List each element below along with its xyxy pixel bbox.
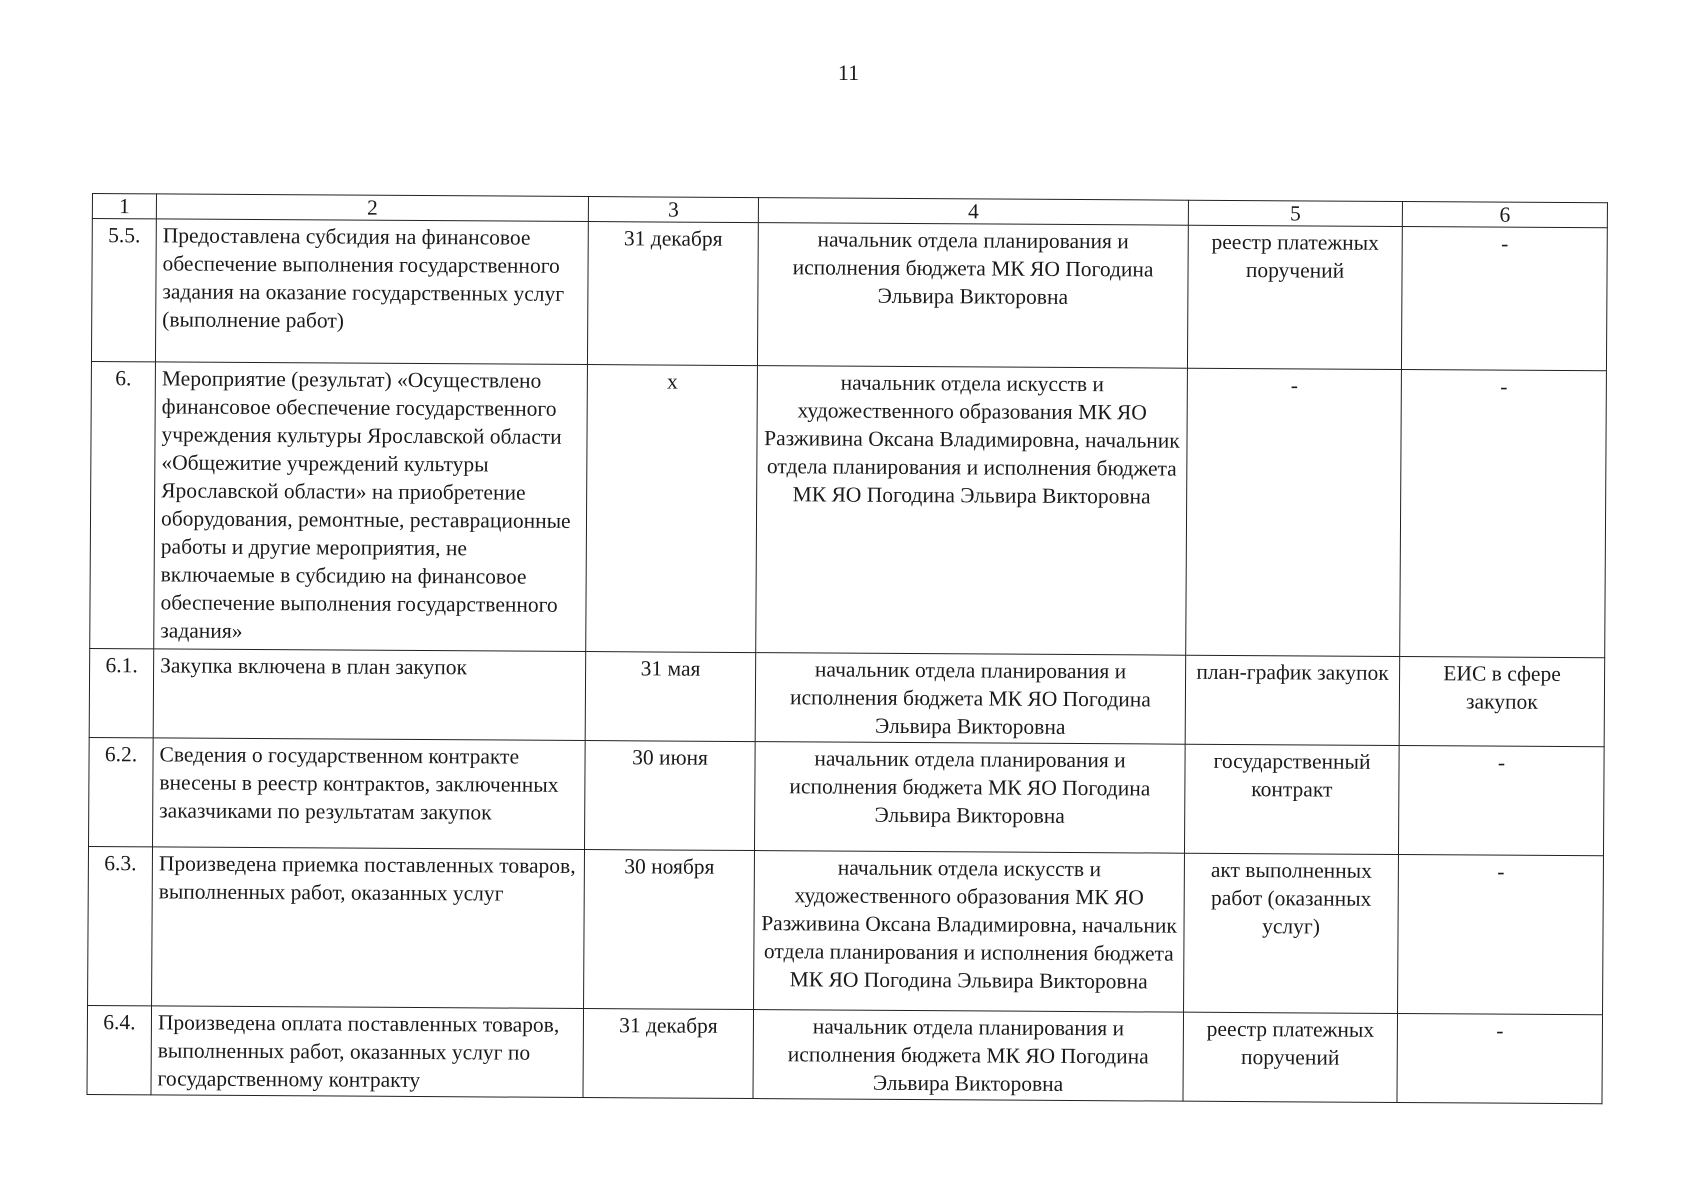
- column-header: 5: [1188, 200, 1402, 226]
- row-system: ЕИС в сфере закупок: [1399, 656, 1605, 746]
- column-header: 3: [588, 197, 758, 223]
- row-system: -: [1401, 227, 1607, 371]
- row-system: -: [1398, 745, 1604, 855]
- row-date: 31 мая: [585, 652, 756, 742]
- row-document: реестр платежных поручений: [1187, 225, 1402, 369]
- table-row: [89, 648, 1605, 746]
- row-description: Произведена оплата поставленных товаров, выполненных работ, оказанных услуг по государственному контракту: [151, 1006, 584, 1098]
- row-description: Произведена приемка поставленных товаров, выполненных работ, оказанных услуг: [152, 847, 585, 1009]
- row-responsible: начальник отдела искусств и художественного образования МК ЯО Разживина Оксана Владимировна, начальник отдела планирования и исполнения бюджета МК ЯО Погодина Эльвира Викторовна: [754, 851, 1185, 1013]
- row-number: 6.: [90, 361, 156, 648]
- row-responsible: начальник отдела планирования и исполнения бюджета МК ЯО Погодина Эльвира Викторовна: [757, 223, 1188, 369]
- table-row: [87, 1005, 1603, 1103]
- row-description: Закупка включена в план закупок: [153, 649, 586, 741]
- row-document: план-график закупок: [1185, 655, 1400, 745]
- column-header: 1: [92, 194, 156, 219]
- row-document: государственный контракт: [1184, 744, 1399, 854]
- row-responsible: начальник отдела планирования и исполнения бюджета МК ЯО Погодина Эльвира Викторовна: [753, 1010, 1184, 1102]
- plan-table: [86, 193, 1607, 1104]
- row-description: Мероприятие (результат) «Осуществлено финансовое обеспечение государственного учреждения культуры Ярославской области «Общежитие учреждений культуры Ярославской области» на приобретение оборудования, ремонтные, реставрационные работы и другие мероприятия, не включаемые в субсидию на финансовое обеспечение выполнения государственного задания»: [154, 362, 588, 652]
- column-header: 4: [758, 198, 1188, 226]
- row-description: Сведения о государственном контракте внесены в реестр контрактов, заключенных заказчиками по результатам закупок: [153, 738, 586, 850]
- row-date: 31 декабря: [587, 222, 758, 366]
- row-number: 6.2.: [89, 737, 154, 846]
- row-number: 6.3.: [88, 846, 153, 1005]
- column-header: 2: [156, 194, 588, 222]
- row-date: х: [586, 365, 758, 653]
- table-row: [91, 219, 1607, 371]
- table-row: [89, 737, 1605, 855]
- row-date: 30 ноября: [584, 850, 755, 1010]
- row-description: Предоставлена субсидия на финансовое обеспечение выполнения государственного задания на оказание государственных услуг (выполнение работ): [155, 219, 588, 365]
- row-document: -: [1186, 368, 1402, 656]
- table-row: [90, 361, 1607, 657]
- row-responsible: начальник отдела планирования и исполнения бюджета МК ЯО Погодина Эльвира Викторовна: [754, 742, 1185, 854]
- row-date: 31 декабря: [583, 1009, 754, 1099]
- row-document: акт выполненных работ (оказанных услуг): [1184, 853, 1399, 1013]
- row-document: реестр платежных поручений: [1183, 1012, 1398, 1102]
- row-system: -: [1398, 854, 1604, 1014]
- table-row: [88, 846, 1604, 1014]
- row-system: -: [1400, 370, 1607, 658]
- row-system: -: [1397, 1013, 1603, 1103]
- row-responsible: начальник отдела планирования и исполнения бюджета МК ЯО Погодина Эльвира Викторовна: [755, 653, 1186, 745]
- page-number: 11: [837, 60, 860, 85]
- row-number: 6.1.: [89, 648, 154, 737]
- column-header: 6: [1402, 202, 1607, 228]
- row-number: 6.4.: [87, 1005, 152, 1094]
- row-responsible: начальник отдела искусств и художественного образования МК ЯО Разживина Оксана Владимировна, начальник отдела планирования и исполнения бюджета МК ЯО Погодина Эльвира Викторовна: [756, 366, 1188, 656]
- row-date: 30 июня: [584, 741, 755, 851]
- row-number: 5.5.: [91, 219, 156, 362]
